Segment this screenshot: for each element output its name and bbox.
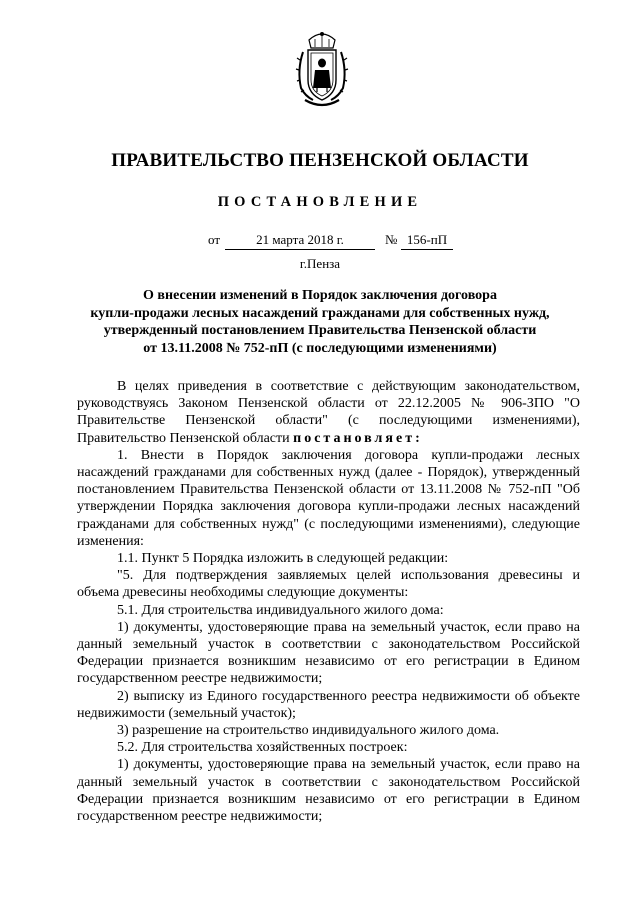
- paragraph: [77, 378, 580, 447]
- paragraph: 5.1. Для строительства индивидуального жилого дома:: [117, 602, 444, 618]
- document-body: [77, 378, 580, 825]
- paragraph-text: В целях приведения в соответствие с действующим законодательством, руководствуясь Законом Пензенской области от 22.12.2005 № 906-ЗПО "О Правительстве Пензенской области" (с последующими изменениями), Правительство Пензенской области: [77, 379, 580, 446]
- paragraph: 2) выписку из Единого государственного реестра недвижимости об объекте недвижимости (земельный участок);: [77, 688, 580, 721]
- subject-line: утвержденный постановлением Правительства Пензенской области: [103, 323, 537, 338]
- subject-line: купли-продажи лесных насаждений гражданами для собственных нужд,: [90, 305, 550, 321]
- paragraph: 1) документы, удостоверяющие права на земельный участок, если право на данный земельный участок в соответствии с законодательством Российской Федерации признается возникшим независимо от его регистрации в Едином государственном реестре недвижимости;: [77, 757, 580, 825]
- organization-title: ПРАВИТЕЛЬСТВО ПЕНЗЕНСКОЙ ОБЛАСТИ: [111, 150, 529, 171]
- date-number-line: [0, 230, 640, 250]
- city: г.Пенза: [299, 256, 341, 271]
- document-date: 21 марта 2018 г.: [225, 232, 375, 250]
- subject-line: от 13.11.2008 № 752-пП (с последующими изменениями): [143, 340, 497, 356]
- resolution-word: постановляет:: [293, 430, 423, 446]
- document-subject: [60, 287, 580, 357]
- paragraph: 3) разрешение на строительство индивидуального жилого дома.: [117, 723, 500, 739]
- subject-line: О внесении изменений в Порядок заключения договора: [143, 288, 497, 303]
- paragraph: "5. Для подтверждения заявляемых целей использования древесины и объема древесины необходимы следующие документы:: [77, 568, 580, 601]
- coat-of-arms-icon: [295, 30, 349, 108]
- paragraph: 1.1. Пункт 5 Порядка изложить в следующей редакции:: [117, 551, 449, 567]
- date-prefix: от: [208, 232, 221, 247]
- paragraph: 5.2. Для строительства хозяйственных построек:: [117, 740, 408, 756]
- document-number: 156-пП: [401, 232, 453, 250]
- paragraph: 1. Внести в Порядок заключения договора купли-продажи лесных насаждений гражданами для собственных нужд (далее - Порядок), утвержденный постановлением Правительства Пензенской области от 13.11.2008 № 752-пП "Об утверждении Порядка заключения договора купли-продажи лесных насаждений гражданами для собственных нужд" (с последующими изменениями), следующие изменения:: [77, 447, 580, 549]
- paragraph: 1) документы, удостоверяющие права на земельный участок, если право на данный земельный участок в соответствии с законодательством Российской Федерации признается возникшим независимо от его регистрации в Едином государственном реестре недвижимости;: [77, 619, 580, 687]
- number-prefix: №: [385, 232, 398, 247]
- document-type: ПОСТАНОВЛЕНИЕ: [217, 194, 423, 210]
